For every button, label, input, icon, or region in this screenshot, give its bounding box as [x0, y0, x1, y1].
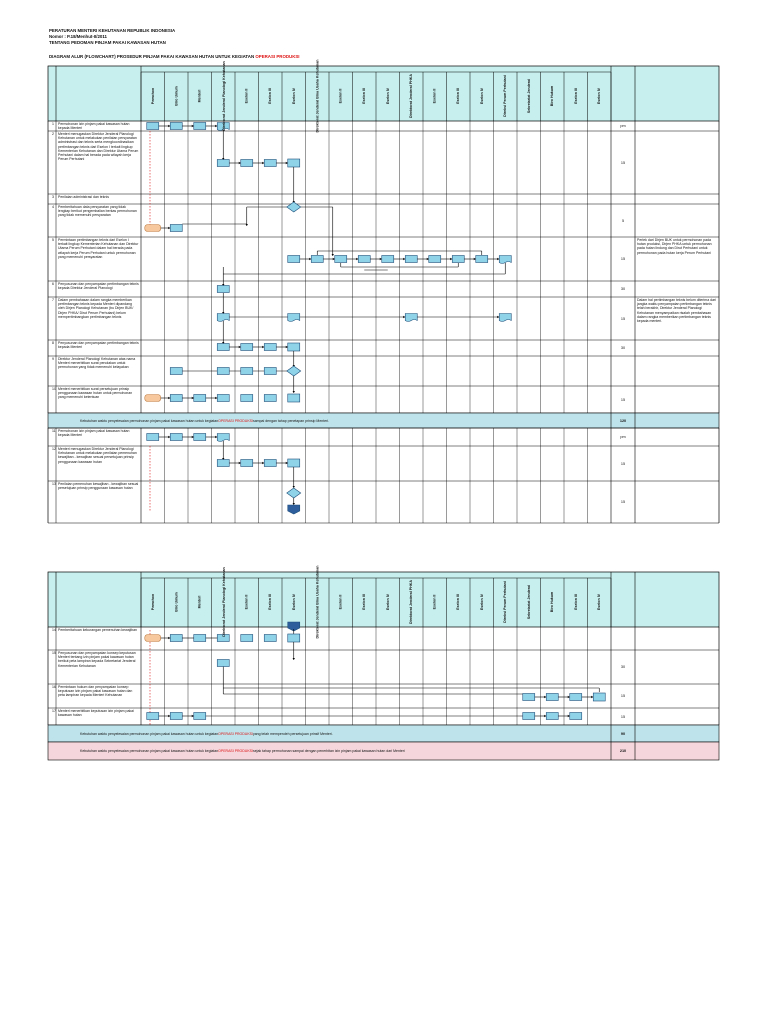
actor-label: Eselon IV [479, 87, 484, 105]
row-number: 17 [52, 709, 56, 713]
actor-label: Eselon II [244, 88, 249, 104]
row-number: 5 [52, 238, 54, 242]
summary-post: sampai dengan tahap penetapan prinsip Menteri. [252, 418, 330, 423]
actor-header [189, 71, 211, 121]
actor-header [330, 71, 352, 121]
actor-header [353, 577, 375, 627]
row-number: 6 [52, 282, 54, 286]
actor-header [377, 577, 399, 627]
activity-text: Menteri menugaskan Direktur Jenderal Planologi Kehutanan untuk melakukan penilaian persyaratan administrasi dan teknis serta mengkoordinasikan pertimbangan teknis dari Eselon I terkait lingkup Kementerian Kehutanan dan Direktur Utama Perum Perhutani dalam hal berada pada wilayah kerja Perum Perhutani [58, 132, 139, 162]
row-number: 15 [52, 651, 56, 655]
summary-post: sejak tahap permohonan sampai dengan penerbitan izin pinjam pakai kawasan hutan dari Menteri [252, 749, 405, 753]
activity-text: Dalam pembahasan dalam rangka memberikan pertimbangan teknis kepada Menteri dipandang oleh Dirjen Planologi Kehutanan (bu Dirjen BUK/ Dirjen PHKA/ Dirut Perum Perhutani) belum mempertimbangkan pertimbangan teknis [58, 298, 134, 319]
actor-label: Eselon III [456, 88, 461, 104]
row-number: 13 [52, 482, 56, 486]
activity-text: Menteri menerbitkan surat persetujuan prinsip penggunaan kawasan hutan untuk permohonan yang memenuhi ketentuan [58, 387, 133, 400]
actor-label: Biro Umum [174, 592, 179, 612]
activity-text: Penilaian administrasi dan teknis [58, 195, 109, 199]
actor-header [377, 71, 399, 121]
row-number: 14 [52, 628, 56, 632]
activity-text: Direktur Jenderal Planologi Kehutanan atas nama Menteri menerbitkan surat penolakan untuk permohonan yang tidak memenuhi kelayakan [58, 357, 136, 370]
actor-label: Direktorat Jenderal Bina Usaha Kehutanan [315, 565, 320, 639]
actor-header [494, 577, 516, 627]
actor-label: Biro Hukum [550, 591, 555, 613]
activity-text: Penyusunan dan penyampaian pertimbangan teknis kepada Menteri [58, 341, 139, 350]
actor-header [142, 71, 164, 121]
actor-label: Eselon IV [291, 87, 296, 105]
waktu-value: 15 [620, 714, 626, 719]
actor-header [471, 577, 493, 627]
actor-label: Eselon III [573, 88, 578, 104]
row-number: 12 [52, 447, 56, 451]
actor-header [588, 71, 610, 121]
actor-label: Direktorat Jenderal PHKA [409, 74, 414, 118]
actor-header [588, 577, 610, 627]
actor-header [494, 71, 516, 121]
regulation-title: PERATURAN MENTERI KEHUTANAN REPUBLIK INDONESIA [49, 28, 176, 33]
activity-text: Penyusunan dan penyampaian konsep keputusan Menteri tentang izin pinjam pakai kawasan hutan berikut peta lampiran kepada Sekretariat Jenderal Kementerian Kehutanan [58, 651, 136, 668]
actor-label: Eselon IV [479, 593, 484, 611]
actor-label: Eselon III [362, 88, 367, 104]
actor-header [565, 577, 587, 627]
summary-pre: Kebutuhan waktu penyelesaian permohonan pinjam pakai kawasan hutan untuk kegiatan [80, 731, 219, 736]
summary-highlight: OPERASI PRODUKSI [218, 731, 253, 736]
actor-label: Eselon IV [597, 87, 602, 105]
actor-label: Menteri [197, 89, 202, 103]
actor-label: Direktorat Jenderal Planologi Kehutanan [221, 567, 226, 637]
activity-text: Penyusunan dan penyampaian pertimbangan teknis kepada Direktur Jenderal Planologi [58, 282, 139, 291]
actor-label: Eselon II [432, 88, 437, 104]
actor-label: Eselon III [573, 594, 578, 610]
regulation-subject: TENTANG PEDOMAN PINJAM PAKAI KAWASAN HUTAN [49, 40, 166, 45]
row-number: 11 [52, 429, 56, 433]
waktu-value: 30 [620, 346, 626, 350]
actor-header [236, 577, 258, 627]
actor-label: Eselon IV [385, 87, 390, 105]
actor-header [165, 577, 187, 627]
activity-text: Menteri menugaskan Direktur Jenderal Planologi Kehutanan untuk melakukan penilaian pemenuhan kewajiban - kewajiban sesuai persetujuan prinsip penggunaan kawasan hutan [58, 447, 137, 464]
summary-text [48, 725, 611, 742]
actor-label: Eselon II [244, 594, 249, 610]
actor-label: Eselon II [432, 594, 437, 610]
summary-text [48, 413, 611, 428]
activity-text: Permohonan izin pinjam pakai kawasan hutan kepada Menteri [58, 429, 130, 438]
keterangan-text: Dalam hal pertimbangan teknis belum diterima dari jangka waktu penyampaian pertimbangan teknis telah berakhir, Direktur Jenderal Planologi Kehutanan menyampaikan risalah pembahasan dalam rangka memberikan pertimbangan teknis kepada menteri. [637, 298, 716, 324]
activity-text: Pemberitahuan data persyaratan yang tidak lengkap berikut pengembalian berkas permohonan yang tidak memenuhi persyaratan [58, 205, 137, 218]
actor-label: Eselon III [268, 88, 273, 104]
actor-header [424, 71, 446, 121]
actor-header [212, 61, 234, 131]
waktu-value: 15 [620, 257, 626, 261]
actor-header [518, 577, 540, 627]
summary-waktu: 90 [620, 731, 626, 736]
actor-label: Eselon II [338, 594, 343, 610]
actor-header [424, 577, 446, 627]
actor-header [471, 71, 493, 121]
summary-highlight: OPERASI PRODUKSI [218, 749, 253, 753]
row-number: 8 [52, 341, 54, 345]
row-number: 7 [52, 298, 54, 302]
actor-label: Pemohon [150, 593, 155, 611]
actor-label: Direksi Perum Perhutani [503, 75, 508, 117]
actor-header [330, 577, 352, 627]
actor-header [165, 71, 187, 121]
actor-label: Eselon III [456, 594, 461, 610]
actor-label: Menteri [197, 595, 202, 609]
actor-header [283, 71, 305, 121]
activity-text: Permintaan hukum dan penyampaian konsep keputusan izin pinjam pakai kawasan hutan dan peta lampiran kepada Menteri Kehutanan [58, 685, 133, 698]
waktu-value: 30 [620, 665, 626, 669]
summary-pre: Kebutuhan waktu penyelesaian permohonan pinjam pakai kawasan hutan untuk kegiatan [80, 418, 219, 423]
row-number: 2 [52, 132, 54, 136]
actor-header [306, 59, 328, 133]
waktu-value: 15 [620, 694, 626, 698]
summary-text [48, 742, 611, 760]
activity-text: Penilaian pemenuhan kewajiban - kewajiban sesuai persetujuan prinsip penggunaan kawasan hutan [58, 482, 139, 491]
waktu-value: 15 [620, 397, 626, 402]
waktu-value: pm [620, 435, 626, 439]
summary-highlight: OPERASI PRODUKSI [218, 418, 253, 423]
row-number: 10 [52, 387, 56, 391]
row-number: 1 [52, 122, 54, 126]
summary-waktu: 210 [619, 749, 627, 753]
actor-header [212, 567, 234, 637]
actor-header [565, 71, 587, 121]
activity-text: Permohonan izin pinjam pakai kawasan hutan kepada Menteri [58, 122, 130, 131]
actor-label: Direksi Perum Perhutani [503, 581, 508, 623]
actor-label: Pemohon [150, 87, 155, 105]
summary-pre: Kebutuhan waktu penyelesaian permohonan pinjam pakai kawasan hutan untuk kegiatan [80, 749, 219, 753]
activity-text: Permintaan pertimbangan teknis dari Eselon I terkait lingkup Kementerian Kehutanan dan Direktur Utama Perum Perhutani dalam hal berada pada wilayah kerja Perum Perhutani untuk permohonan yang memenuhi persyaratan [58, 238, 139, 259]
waktu-value: pm [620, 124, 626, 128]
actor-label: Direktorat Jenderal Planologi Kehutanan [221, 61, 226, 131]
actor-label: Direktorat Jenderal Bina Usaha Kehutanan [315, 59, 320, 133]
actor-header [541, 577, 563, 627]
actor-label: Eselon III [268, 594, 273, 610]
row-number: 4 [52, 205, 54, 209]
actor-label: Eselon IV [291, 593, 296, 611]
actor-header [236, 71, 258, 121]
activity-text: Menteri menerbitkan keputusan izin pinjam pakai kawasan hutan [58, 709, 134, 718]
actor-header [541, 71, 563, 121]
actor-label: Sekretariat Jenderal [526, 78, 531, 114]
actor-header [518, 71, 540, 121]
row-number: 9 [52, 357, 54, 361]
waktu-value: 15 [620, 461, 626, 466]
actor-label: Direktorat Jenderal PHKA [409, 580, 414, 624]
waktu-value: 15 [620, 316, 626, 321]
waktu-value: 5 [621, 218, 625, 223]
actor-header [447, 71, 469, 121]
actor-label: Sekretariat Jenderal [526, 584, 531, 620]
waktu-value: 15 [620, 500, 626, 504]
actor-label: Eselon II [338, 88, 343, 104]
actor-header [259, 71, 281, 121]
regulation-number: Nomor : P.18/Menhut-II/2011 [49, 34, 107, 39]
actor-label: Biro Hukum [550, 85, 555, 107]
actor-label: Biro Umum [174, 86, 179, 106]
actor-header [283, 577, 305, 627]
activity-text: Pemberitahuan kekurangan pemenuhan kewajiban [58, 628, 137, 632]
row-number: 16 [52, 685, 56, 689]
actor-label: Eselon IV [385, 593, 390, 611]
actor-header [142, 577, 164, 627]
actor-header [400, 71, 422, 121]
diagram-title: DIAGRAM ALUR (FLOWCHART) PROSEDUR PINJAM PAKAI KAWASAN HUTAN UNTUK KEGIATAN OPERASI PRODUKSI [49, 54, 300, 59]
waktu-value: 30 [620, 287, 626, 291]
actor-header [189, 577, 211, 627]
row-number: 3 [52, 195, 54, 199]
actor-header [447, 577, 469, 627]
summary-post: yang telah memperoleh persetujuan prinsif Menteri. [252, 731, 333, 736]
actor-header [259, 577, 281, 627]
actor-header [353, 71, 375, 121]
actor-header [306, 565, 328, 639]
summary-waktu: 120 [619, 418, 627, 423]
keterangan-text: Perlek dari Dirjen BUK untuk permohonan pada hutan produksi, Dirjen PHKA untuk permohonan pada hutan lindung dan Dirut Perhutani untuk permohonan pada hutan kerja Perum Perhutani [637, 238, 712, 255]
waktu-value: 15 [620, 160, 626, 165]
actor-label: Eselon IV [597, 593, 602, 611]
actor-header [400, 577, 422, 627]
actor-label: Eselon III [362, 594, 367, 610]
